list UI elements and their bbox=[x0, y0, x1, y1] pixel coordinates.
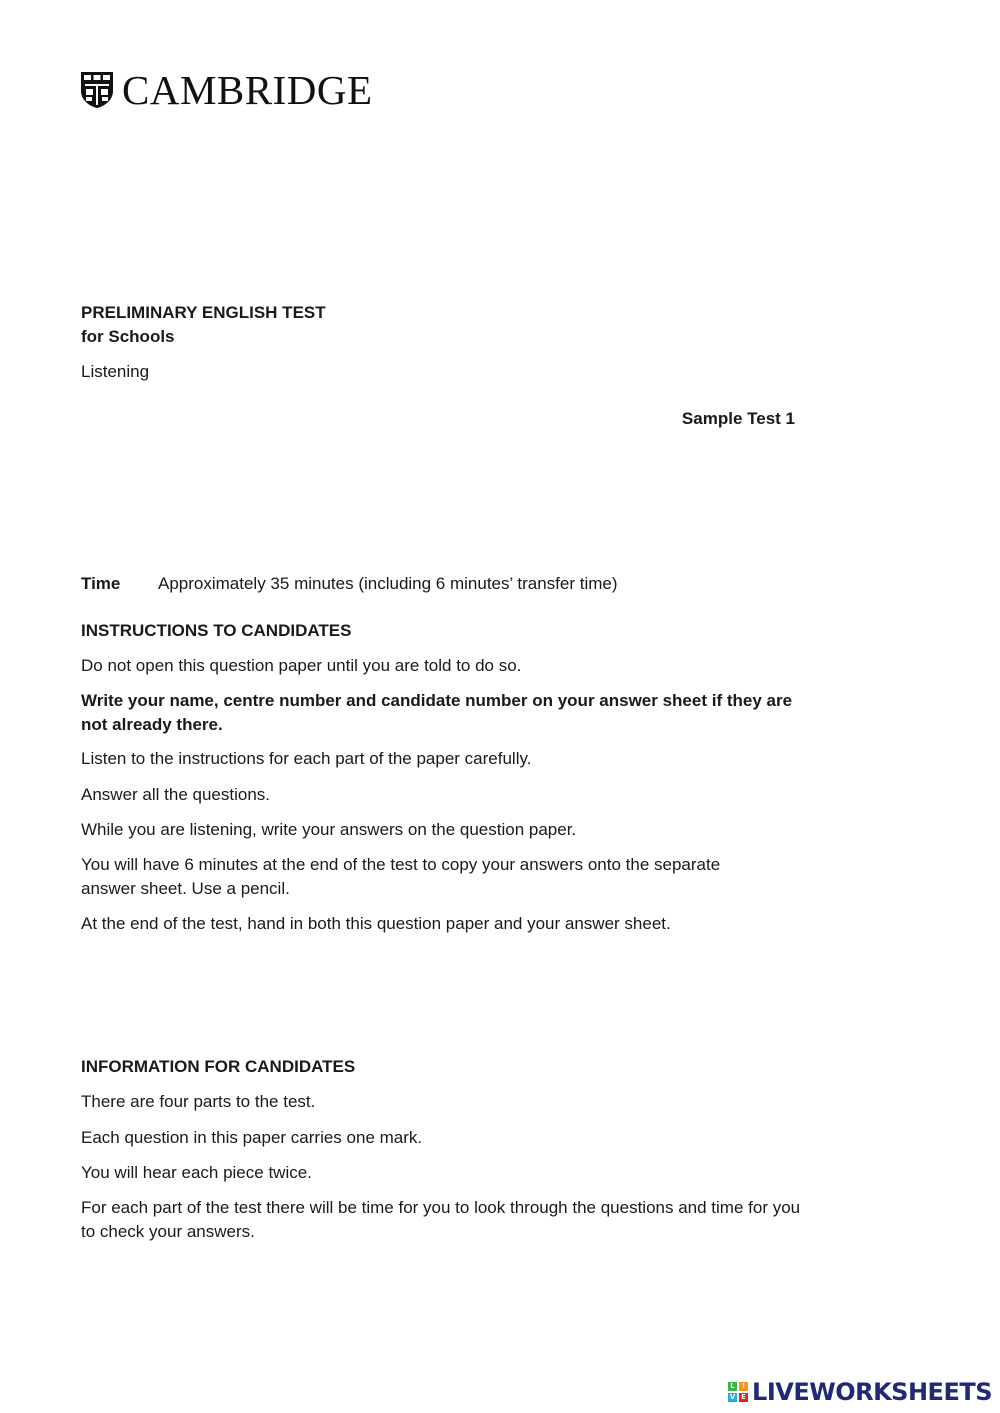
instructions-heading: INSTRUCTIONS TO CANDIDATES bbox=[81, 621, 352, 640]
cambridge-shield-icon bbox=[80, 71, 114, 109]
instruction-item: Write your name, centre number and candidate number on your answer sheet if they are not already there. bbox=[81, 691, 793, 734]
information-item: For each part of the test there will be time for you to look through the questions and time for you to check your answers. bbox=[81, 1198, 801, 1241]
information-item: Each question in this paper carries one mark. bbox=[81, 1128, 423, 1147]
information-item: You will hear each piece twice. bbox=[81, 1163, 312, 1182]
cambridge-logo bbox=[80, 67, 373, 113]
information-item: There are four parts to the test. bbox=[81, 1092, 316, 1111]
watermark-text: LIVEWORKSHEETS bbox=[752, 1378, 992, 1406]
logo-wordmark: CAMBRIDGE bbox=[122, 67, 373, 113]
liveworksheets-watermark bbox=[728, 1377, 992, 1407]
exam-subtitle: for Schools bbox=[81, 327, 175, 346]
instruction-item: You will have 6 minutes at the end of the test to copy your answers onto the separate answer sheet. Use a pencil. bbox=[81, 855, 721, 898]
exam-title: PRELIMINARY ENGLISH TEST bbox=[81, 303, 326, 322]
instruction-item: At the end of the test, hand in both this question paper and your answer sheet. bbox=[81, 914, 671, 933]
instruction-item: Do not open this question paper until you are told to do so. bbox=[81, 656, 522, 675]
instruction-item: Answer all the questions. bbox=[81, 785, 270, 804]
instruction-item: Listen to the instructions for each part of the paper carefully. bbox=[81, 749, 532, 768]
liveworksheets-logo-icon bbox=[728, 1382, 748, 1402]
time-value: Approximately 35 minutes (including 6 minutes’ transfer time) bbox=[158, 574, 618, 593]
sample-test-label: Sample Test 1 bbox=[681, 409, 795, 428]
time-label: Time bbox=[81, 574, 121, 593]
paper-name: Listening bbox=[81, 362, 150, 381]
time-row bbox=[81, 572, 811, 596]
mark-square: E bbox=[739, 1393, 748, 1402]
mark-square: V bbox=[729, 1393, 736, 1401]
mark-square: I bbox=[739, 1382, 748, 1391]
mark-square: L bbox=[728, 1382, 737, 1391]
instruction-item: While you are listening, write your answers on the question paper. bbox=[81, 820, 577, 839]
information-heading: INFORMATION FOR CANDIDATES bbox=[81, 1057, 356, 1076]
